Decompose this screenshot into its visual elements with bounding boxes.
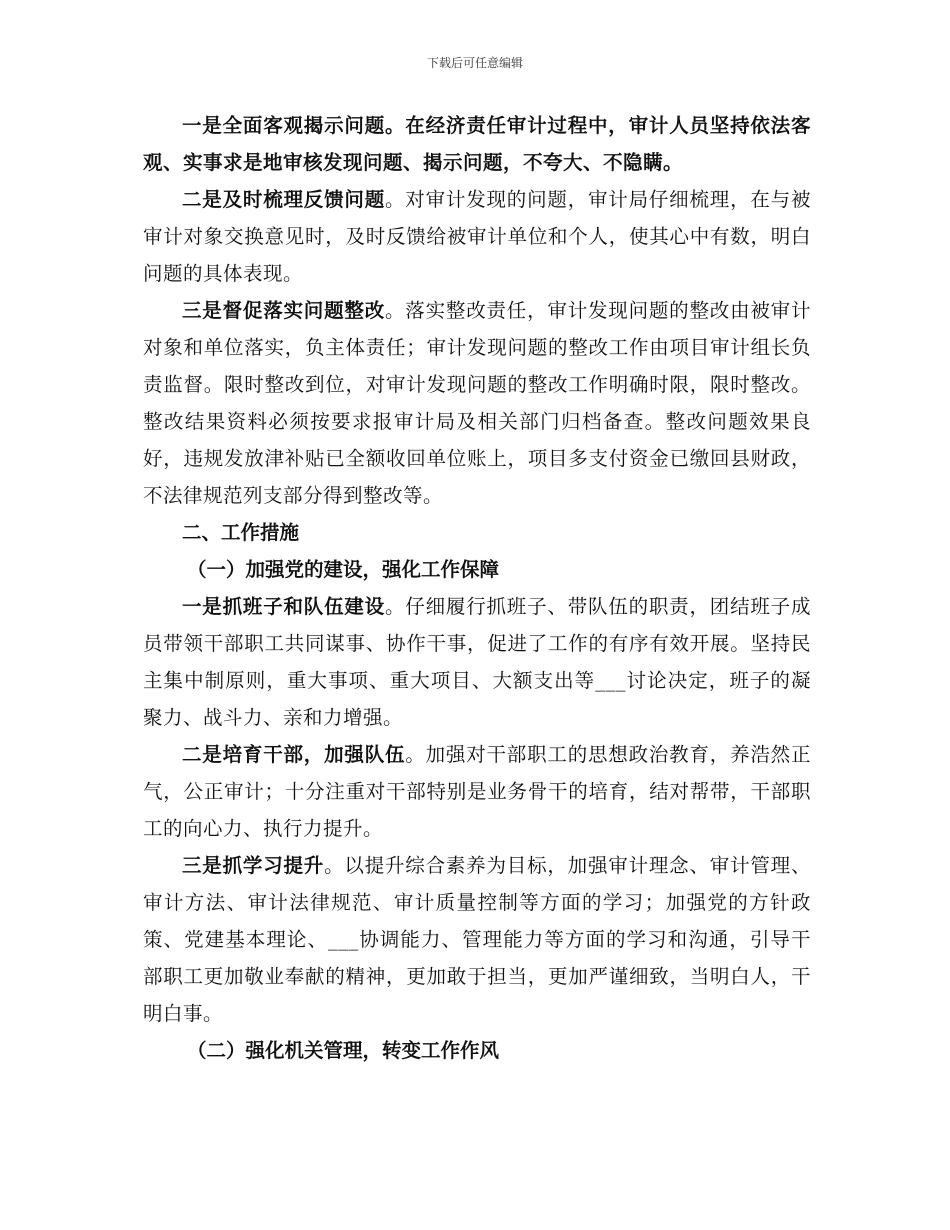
- paragraph-2-body: 。对审计发现的问题，审计局仔细梳理，在与被审计对象交换意见时，及时反馈给被审计单位和个人，使其心中有数，明白问题的具体表现。: [143, 188, 811, 285]
- document-body: [143, 107, 811, 1069]
- subsection-heading-2: （二）强化机关管理，转变工作作风: [187, 1039, 500, 1062]
- paragraph-2-lead: 二是及时梳理反馈问题: [182, 188, 385, 211]
- paragraph-6: [143, 847, 811, 1032]
- paragraph-3-body: 。落实整改责任，审计发现问题的整改由被审计对象和单位落实，负主体责任；审计发现问题的整改工作由项目审计组长负责监督。限时整改到位，对审计发现问题的整改工作明确时限，限时整改。整改结果资料必须按要求报审计局及相关部门归档备查。整改问题效果良好，违规发放津补贴已全额收回单位账上，项目多支付资金已缴回县财政，不法律规范列支部分得到整改等。: [143, 299, 811, 507]
- paragraph-6-body: 。以提升综合素养为目标，加强审计理念、审计管理、审计方法、审计法律规范、审计质量控制等方面的学习；加强党的方针政策、党建基本理论、___协调能力、管理能力等方面的学习和沟通，引导干部职工更加敬业奉献的精神，更加敢于担当，更加严谨细致，当明白人，干明白事。: [143, 854, 811, 1025]
- page-header: 下载后可任意编辑: [426, 56, 523, 70]
- paragraph-5: [143, 736, 811, 847]
- paragraph-1-lead: 一是全面客观揭示问题。在经济责任审计过程中，审计人员坚持依法客观、实事求是地审核发现问题、揭示问题，不夸大、不隐瞒。: [143, 114, 811, 174]
- section-heading-2: 二、工作措施: [182, 521, 300, 544]
- paragraph-6-lead: 三是抓学习提升: [182, 854, 325, 877]
- paragraph-4-lead: 一是抓班子和队伍建设: [182, 595, 385, 618]
- paragraph-5-body: 。加强对干部职工的思想政治教育，养浩然正气，公正审计；十分注重对干部特别是业务骨干的培育，结对帮带，干部职工的向心力、执行力提升。: [143, 743, 811, 840]
- paragraph-2: [143, 181, 811, 292]
- paragraph-4-body: 。仔细履行抓班子、带队伍的职责，团结班子成员带领干部职工共同谋事、协作干事，促进了工作的有序有效开展。坚持民主集中制原则，重大事项、重大项目、大额支出等___讨论决定，班子的凝聚力、战斗力、亲和力增强。: [143, 595, 811, 729]
- paragraph-5-lead: 二是培育干部，加强队伍: [182, 743, 406, 766]
- paragraph-3-lead: 三是督促落实问题整改: [182, 299, 385, 322]
- subsection-heading-1: （一）加强党的建设，强化工作保障: [187, 558, 500, 581]
- paragraph-3: [143, 292, 811, 514]
- paragraph-4: [143, 588, 811, 736]
- paragraph-1: [143, 107, 811, 181]
